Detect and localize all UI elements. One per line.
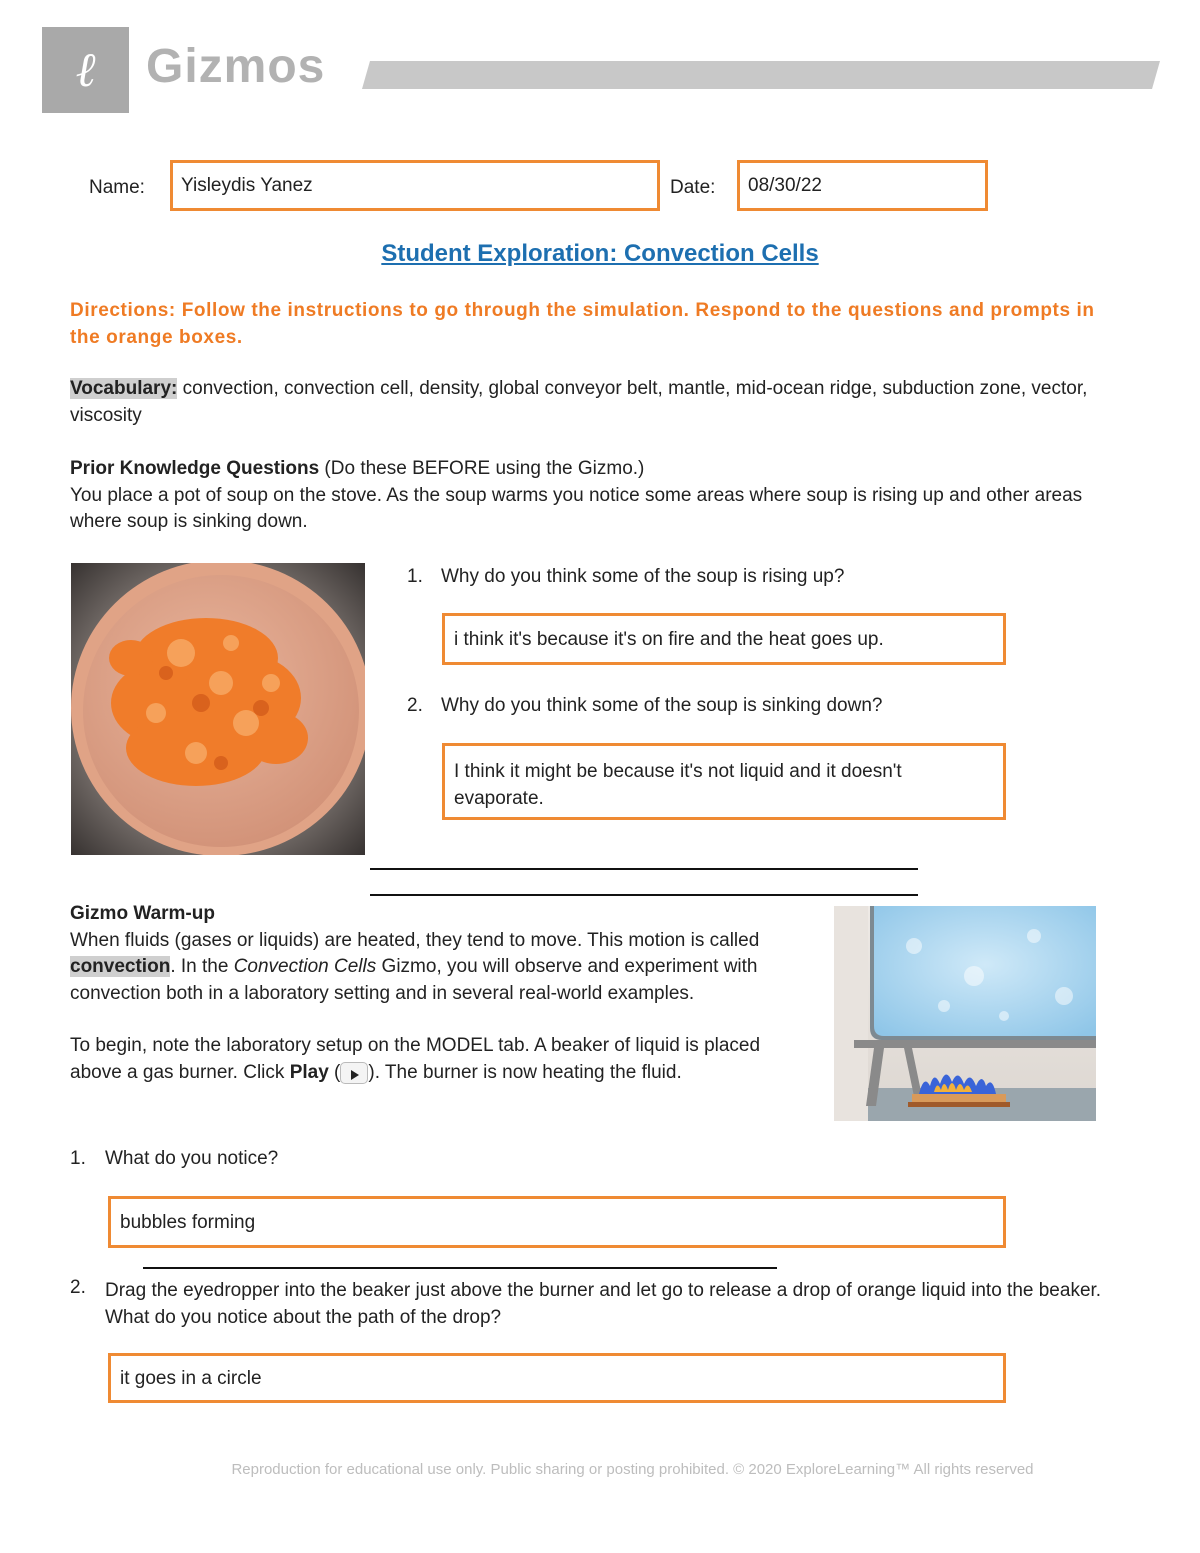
footer-copyright: Reproduction for educational use only. Public sharing or posting prohibited. © 2020 ExploreLearning™ All rights reserved: [231, 1461, 1034, 1478]
pk-answer-2: I think it might be because it's not liquid and it doesn't evaporate.: [454, 761, 902, 809]
pk-question-2-number: 2.: [407, 695, 423, 716]
page-title: Student Exploration: Convection Cells: [381, 240, 819, 267]
date-field[interactable]: [737, 160, 988, 211]
pk-question-1-number: 1.: [407, 566, 423, 587]
el-logo: [42, 27, 129, 113]
warmup-answer-1-box[interactable]: [108, 1196, 1006, 1248]
prior-knowledge-heading: Prior Knowledge Questions: [70, 458, 320, 479]
divider-line: [370, 868, 918, 870]
warmup-section: [70, 901, 800, 1086]
warmup-answer-2: it goes in a circle: [120, 1367, 262, 1389]
warmup-text: (: [328, 1061, 341, 1083]
gizmo-name: Convection Cells: [233, 956, 377, 977]
date-value: 08/30/22: [748, 174, 822, 196]
warmup-answer-2-box[interactable]: [108, 1353, 1006, 1403]
pk-answer-1: i think it's because it's on fire and the heat goes up.: [454, 628, 884, 650]
warmup-text: . In the: [170, 956, 234, 977]
warmup-heading: Gizmo Warm-up: [70, 903, 215, 924]
warmup-question-1-text: What do you notice?: [105, 1148, 279, 1169]
header-bar: [362, 61, 1160, 89]
name-field[interactable]: [170, 160, 660, 211]
warmup-text: To begin, note the laboratory setup on the MODEL tab. A beaker of liquid is placed above a gas burner. Click: [70, 1035, 761, 1083]
play-icon: [340, 1062, 368, 1084]
warmup-text: ). The burner is now heating the fluid.: [368, 1061, 682, 1083]
warmup-question-2-number: 2.: [70, 1277, 86, 1298]
vocabulary-label: Vocabulary:: [70, 378, 178, 399]
name-value: Yisleydis Yanez: [181, 174, 313, 196]
soup-pot-image: [71, 563, 365, 855]
pk-answer-2-box[interactable]: [442, 743, 1006, 820]
vocabulary-text: convection, convection cell, density, global conveyor belt, mantle, mid-ocean ridge, subduction zone, vector, viscosity: [70, 378, 1088, 426]
prior-knowledge-note: (Do these BEFORE using the Gizmo.): [319, 458, 645, 479]
name-label: Name:: [89, 177, 145, 198]
date-label: Date:: [670, 177, 716, 198]
prior-knowledge-section: [70, 456, 1130, 536]
prior-knowledge-intro: You place a pot of soup on the stove. As the soup warms you notice some areas where soup is rising up and other areas where soup is sinking down.: [70, 484, 1083, 532]
pk-answer-1-box[interactable]: [442, 613, 1006, 665]
divider-line: [143, 1267, 777, 1269]
warmup-text: When fluids (gases or liquids) are heated, they tend to move. This motion is called: [70, 929, 760, 951]
beaker-burner-image: [834, 906, 1096, 1121]
warmup-question-2-text: Drag the eyedropper into the beaker just above the burner and let go to release a drop of orange liquid into the beaker. What do you notice about the path of the drop?: [105, 1280, 1102, 1328]
vocabulary: [70, 376, 1115, 429]
convection-term: convection: [70, 956, 171, 977]
warmup-answer-1: bubbles forming: [120, 1211, 256, 1233]
warmup-text: Gizmo, you will observe and experiment with convection both in a laboratory setting and in several real-world examples.: [70, 956, 758, 1004]
warmup-paragraph-2: [70, 1033, 800, 1086]
play-term: Play: [289, 1061, 329, 1083]
warmup-paragraph-1: [70, 928, 800, 1008]
directions: Directions: Follow the instructions to go through the simulation. Respond to the questions and prompts in the orange boxes.: [70, 300, 1095, 348]
brand-name: Gizmos: [146, 40, 326, 93]
el-logo-icon: ℓ: [75, 42, 96, 98]
pk-question-2-text: Why do you think some of the soup is sinking down?: [441, 695, 883, 716]
warmup-question-1-number: 1.: [70, 1148, 86, 1169]
pk-question-1-text: Why do you think some of the soup is rising up?: [441, 566, 845, 587]
divider-line: [370, 894, 918, 896]
